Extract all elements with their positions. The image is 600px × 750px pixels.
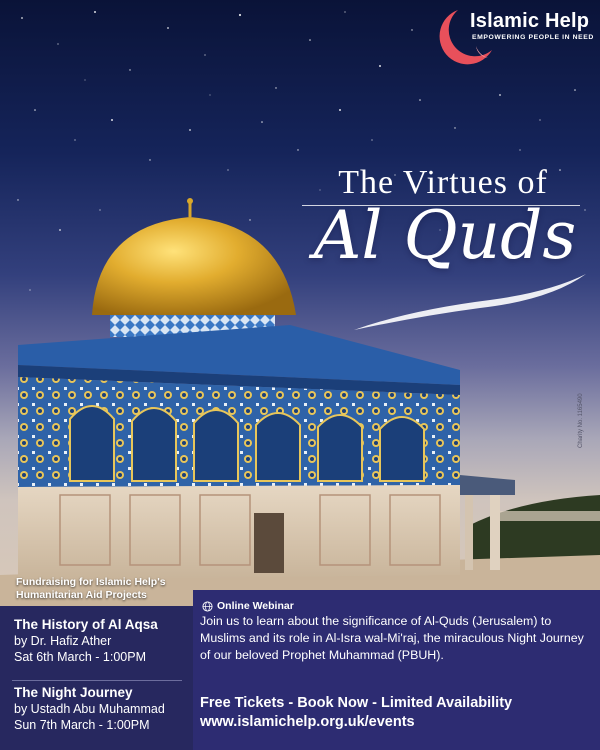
title-line-2: Al Quds [313,197,577,274]
event-1-datetime: Sat 6th March - 1:00PM [14,650,147,664]
fundraising-note: Fundraising for Islamic Help's Humanitarian Aid Projects [16,576,166,601]
islamic-help-logo[interactable] [432,4,596,70]
event-1 [14,616,158,665]
webinar-description: Join us to learn about the significance of Al-Quds (Jerusalem) to Muslims and its role in Al-Isra wal-Mi'raj, the miraculous Night Journey of our beloved Prophet Muhammad (PBUH). [200,614,584,662]
webinar-label-text: Online Webinar [217,600,294,612]
globe-icon [202,601,213,612]
logo-name: Islamic Help [470,10,590,32]
event-1-speaker: by Dr. Hafiz Ather [14,634,112,648]
event-2-datetime: Sun 7th March - 1:00PM [14,718,150,732]
events-divider [12,680,182,681]
logo-tagline: EMPOWERING PEOPLE IN NEED [472,34,594,41]
charity-number: Charity No. 1165490 [578,393,584,448]
events-url-link[interactable]: www.islamichelp.org.uk/events [200,714,415,730]
online-webinar-label [202,600,294,612]
event-2-title: The Night Journey [14,685,133,700]
event-1-title: The History of Al Aqsa [14,617,158,632]
title-line-1: The Virtues of [338,164,548,201]
event-2 [14,684,165,733]
event-2-speaker: by Ustadh Abu Muhammad [14,702,165,716]
free-tickets-cta[interactable]: Free Tickets - Book Now - Limited Availability [200,695,513,711]
swoosh-ornament [350,270,590,340]
